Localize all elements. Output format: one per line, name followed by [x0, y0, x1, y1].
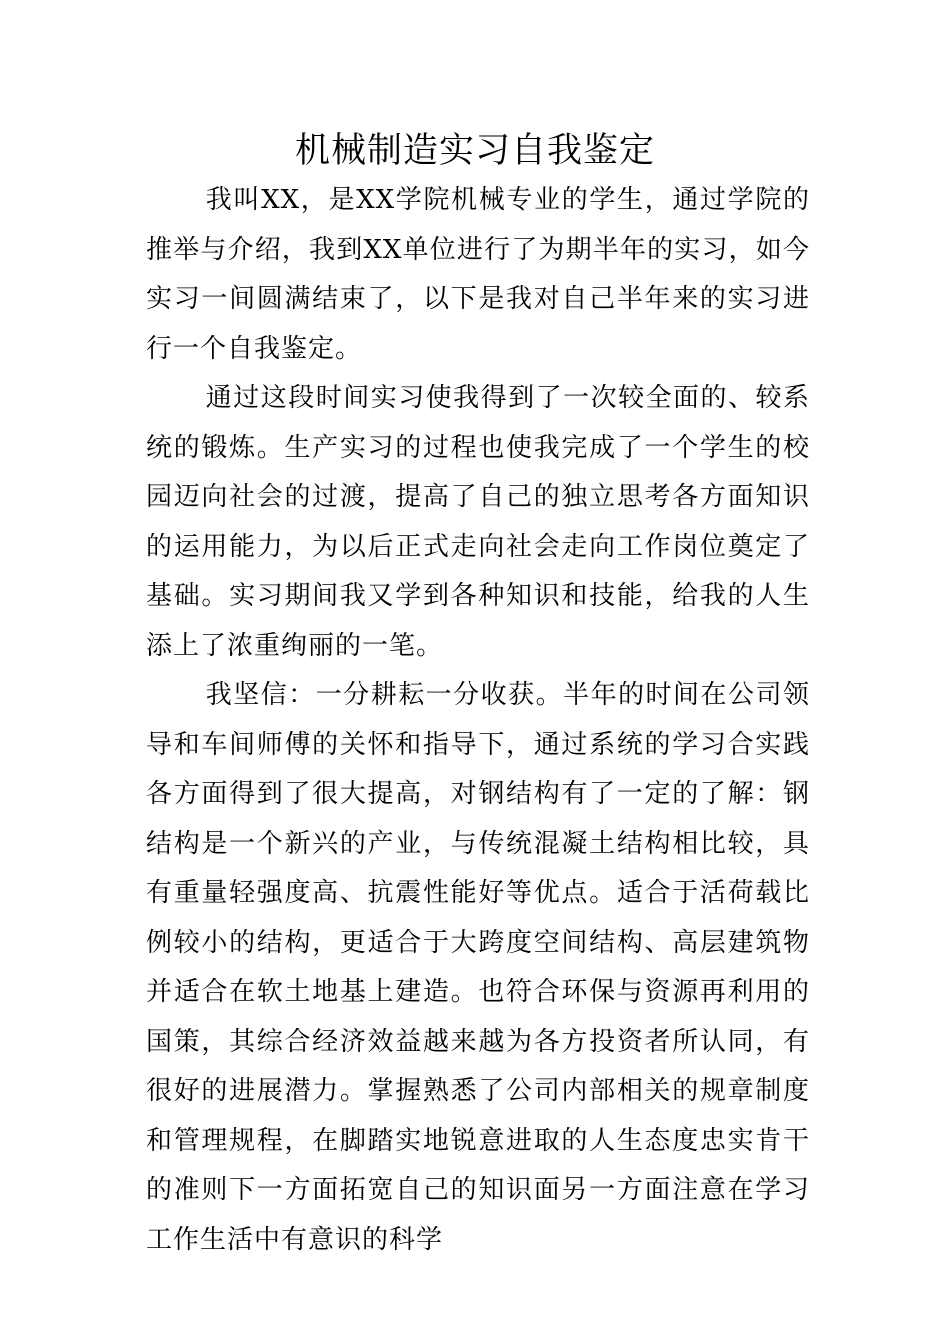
- document-body: [146, 176, 810, 1265]
- paragraph-2: 通过这段时间实习使我得到了一次较全面的、较系统的锻炼。生产实习的过程也使我完成了一个学生的校园迈向社会的过渡，提高了自己的独立思考各方面知识的运用能力，为以后正式走向社会走向工作岗位奠定了基础。实习期间我又学到各种知识和技能，给我的人生添上了浓重绚丽的一笔。: [146, 383, 810, 661]
- paragraph-1: 我叫XX，是XX学院机械专业的学生，通过学院的推举与介绍，我到XX单位进行了为期半年的实习，如今实习一间圆满结束了，以下是我对自己半年来的实习进行一个自我鉴定。: [146, 185, 810, 364]
- paragraph-3: 我坚信：一分耕耘一分收获。半年的时间在公司领导和车间师傅的关怀和指导下，通过系统的学习合实践各方面得到了很大提高，对钢结构有了一定的了解：钢结构是一个新兴的产业，与传统混凝土结构相比较，具有重量轻强度高、抗震性能好等优点。适合于活荷载比例较小的结构，更适合于大跨度空间结构、高层建筑物并适合在软土地基上建造。也符合环保与资源再利用的国策，其综合经济效益越来越为各方投资者所认同，有很好的进展潜力。掌握熟悉了公司内部相关的规章制度和管理规程，在脚踏实地锐意进取的人生态度忠实肯干的准则下一方面拓宽自己的知识面另一方面注意在学习工作生活中有意识的科学: [146, 680, 810, 1255]
- document-title: 机械制造实习自我鉴定: [294, 131, 655, 171]
